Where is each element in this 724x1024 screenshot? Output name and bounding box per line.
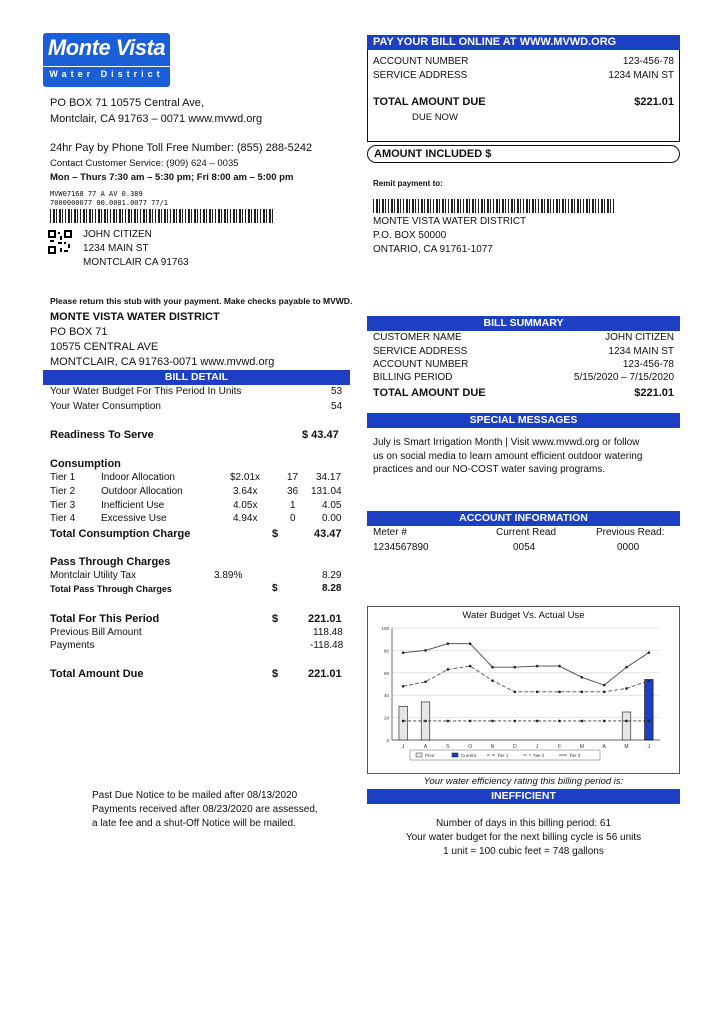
budget-label: Your Water Budget For This Period In Units: [50, 386, 242, 397]
point-tier-1: [424, 720, 427, 723]
tad-label: Total Amount Due: [50, 668, 144, 680]
consumption-label: Your Water Consumption: [50, 401, 161, 412]
pay-online-header: PAY YOUR BILL ONLINE AT WWW.MVWD.ORG: [367, 35, 680, 50]
x-tick-label: J: [401, 744, 405, 750]
value: 123-456-78: [622, 56, 674, 67]
point-tier-2: [447, 668, 450, 671]
stub-note: Please return this stub with your payment. Make checks payable to MVWD.: [50, 296, 353, 306]
remit-city: ONTARIO, CA 91761-1077: [373, 244, 493, 255]
point-tier-1: [603, 720, 606, 723]
district-logo: [43, 33, 170, 87]
past-due-2: Payments received after 08/23/2020 are assessed,: [92, 804, 318, 815]
mail-code-2: 7000000077 00.0001.0077 77/1: [50, 199, 169, 207]
district-city: MONTCLAIR, CA 91763-0071 www.mvwd.org: [50, 356, 275, 368]
tier-id: Tier 2: [50, 486, 76, 497]
tier-name: Outdoor Allocation: [101, 486, 183, 497]
tcc-value: 43.47: [314, 528, 342, 540]
value: $221.01: [634, 387, 674, 399]
point-tier-3: [469, 642, 472, 645]
messages-text: July is Smart Irrigation Month | Visit www.mvwd.org or follow us on social media to learn amount efficient outdoor watering practices and our NO-COST water saving programs.: [373, 437, 643, 475]
value: JOHN CITIZEN: [605, 332, 674, 343]
remit-label: Remit payment to:: [373, 179, 443, 188]
recipient-street: 1234 MAIN ST: [83, 243, 149, 254]
legend-swatch: [452, 753, 458, 757]
point-tier-3: [402, 651, 405, 654]
point-tier-1: [648, 720, 651, 723]
tad-value: 221.01: [308, 668, 342, 680]
point-tier-1: [536, 720, 539, 723]
bar-prior: [622, 712, 630, 740]
label: ACCOUNT NUMBER: [373, 359, 469, 370]
y-tick-label: 100: [381, 626, 389, 631]
budget-value: 53: [331, 386, 343, 397]
logo-subtitle: Water District: [43, 66, 170, 79]
x-tick-label: J: [535, 744, 539, 750]
recipient-city: MONTCLAIR CA 91763: [83, 257, 189, 268]
district-street: 10575 CENTRAL AVE: [50, 341, 159, 353]
point-tier-2: [648, 679, 651, 682]
point-tier-1: [447, 720, 450, 723]
tier-units: 0: [290, 513, 296, 524]
past-due-3: a late fee and a shut-Off Notice will be mailed.: [92, 818, 296, 829]
pay-total-row: [373, 96, 674, 108]
tax-value: 8.29: [322, 570, 342, 581]
point-tier-3: [558, 665, 561, 668]
y-tick-label: 60: [383, 670, 389, 676]
point-tier-2: [625, 687, 628, 690]
district-name: MONTE VISTA WATER DISTRICT: [50, 311, 220, 323]
pay-service-row: [373, 70, 674, 81]
legend-label: Tier 3: [569, 753, 581, 758]
customer-service: Contact Customer Service: (909) 624 – 0035: [50, 158, 239, 169]
tpc-value: 8.28: [322, 583, 342, 594]
point-tier-2: [536, 691, 539, 694]
x-tick-label: N: [490, 744, 495, 750]
meter-label: Meter #: [373, 527, 407, 538]
mail-code-1: MVW07168 77 A AV 0.389: [50, 190, 143, 198]
office-hours: Mon – Thurs 7:30 am – 5:30 pm; Fri 8:00 am – 5:00 pm: [50, 172, 294, 183]
x-tick-label: J: [647, 744, 651, 750]
payments-label: Payments: [50, 640, 95, 651]
legend-label: Tier 1: [497, 753, 509, 758]
point-tier-3: [581, 676, 584, 679]
point-tier-3: [514, 666, 517, 669]
point-tier-1: [514, 720, 517, 723]
x-tick-label: A: [423, 744, 428, 750]
x-tick-label: M: [624, 744, 629, 750]
point-tier-2: [603, 691, 606, 694]
remit-name: MONTE VISTA WATER DISTRICT: [373, 216, 527, 227]
point-tier-3: [603, 684, 606, 687]
label: TOTAL AMOUNT DUE: [373, 96, 486, 108]
legend-label: Current: [461, 753, 477, 758]
tfp-sign: $: [272, 613, 279, 625]
qr-code: [48, 230, 72, 254]
value: 5/15/2020 – 7/15/2020: [573, 372, 674, 383]
x-tick-label: A: [602, 744, 606, 750]
current-read-label: Current Read: [496, 527, 557, 538]
rts-value: $ 43.47: [302, 429, 339, 441]
summary-row: [373, 346, 674, 357]
value: 1234 MAIN ST: [608, 70, 674, 81]
bar-prior: [399, 706, 407, 740]
postal-barcode: [50, 209, 273, 223]
y-tick-label: 40: [383, 693, 389, 699]
tier-rate: 4.05x: [233, 500, 258, 511]
rating-badge: INEFFICIENT: [367, 789, 680, 804]
logo-title: Monte Vista: [47, 35, 166, 60]
tier-id: Tier 1: [50, 472, 76, 483]
label: ACCOUNT NUMBER: [373, 56, 469, 67]
summary-row: [373, 332, 674, 343]
point-tier-1: [581, 720, 584, 723]
point-tier-2: [581, 691, 584, 694]
summary-row: [373, 359, 674, 370]
tier-rate: 3.64x: [233, 486, 258, 497]
x-tick-label: O: [468, 744, 473, 750]
value: 1234 MAIN ST: [608, 346, 674, 357]
legend-swatch: [416, 753, 422, 757]
tcc-label: Total Consumption Charge: [50, 528, 191, 540]
summary-row: [373, 372, 674, 383]
point-tier-2: [469, 665, 472, 668]
meter-number: 1234567890: [373, 542, 429, 553]
tier-id: Tier 4: [50, 513, 76, 524]
recipient-name: JOHN CITIZEN: [83, 229, 152, 240]
y-tick-label: 0: [386, 738, 389, 743]
tier-name: Excessive Use: [101, 513, 167, 524]
point-tier-2: [402, 685, 405, 688]
next-budget: Your water budget for the next billing cycle is 56 units: [405, 832, 642, 843]
point-tier-1: [625, 720, 628, 723]
consumption-value: 54: [331, 401, 343, 412]
tier-rate: $2.01x: [230, 472, 261, 483]
y-tick-label: 80: [383, 648, 389, 654]
tier-name: Indoor Allocation: [101, 472, 175, 483]
tax-rate: 3.89%: [214, 570, 243, 581]
chart-title: Water Budget Vs. Actual Use: [462, 610, 585, 621]
consumption-title: Consumption: [50, 458, 121, 470]
account-info-header: ACCOUNT INFORMATION: [367, 511, 680, 526]
pass-title: Pass Through Charges: [50, 556, 171, 568]
tpc-label: Total Pass Through Charges: [50, 584, 172, 594]
previous-read: 0000: [617, 542, 640, 553]
due-now: DUE NOW: [412, 112, 458, 123]
pay-by-phone: 24hr Pay by Phone Toll Free Number: (855) 288-5242: [50, 142, 313, 154]
value: $221.01: [634, 96, 674, 108]
messages-header: SPECIAL MESSAGES: [367, 413, 680, 428]
point-tier-3: [625, 666, 628, 669]
point-tier-3: [491, 666, 494, 669]
point-tier-3: [536, 665, 539, 668]
label: SERVICE ADDRESS: [373, 346, 468, 357]
point-tier-3: [424, 649, 427, 652]
amount-included-field[interactable]: AMOUNT INCLUDED $: [367, 145, 680, 163]
rts-label: Readiness To Serve: [50, 429, 154, 441]
label: CUSTOMER NAME: [373, 332, 462, 343]
tier-amount: 34.17: [316, 472, 342, 483]
point-tier-2: [514, 691, 517, 694]
line-tier-3: [403, 644, 649, 685]
district-box: PO BOX 71: [50, 326, 108, 338]
summary-total-row: [373, 387, 674, 399]
value: 123-456-78: [622, 359, 674, 370]
point-tier-2: [424, 680, 427, 683]
label: TOTAL AMOUNT DUE: [373, 387, 486, 399]
tpc-sign: $: [272, 583, 278, 594]
tier-amount: 131.04: [311, 486, 342, 497]
summary-header: BILL SUMMARY: [367, 316, 680, 331]
prev-label: Previous Bill Amount: [50, 627, 142, 638]
x-tick-label: S: [446, 744, 450, 750]
point-tier-3: [447, 642, 450, 645]
y-tick-label: 20: [383, 715, 389, 721]
bar-current: [645, 680, 653, 740]
current-read: 0054: [513, 542, 536, 553]
usage-chart: [370, 622, 678, 772]
bill-detail-header: BILL DETAIL: [43, 370, 350, 385]
tax-label: Montclair Utility Tax: [50, 570, 136, 581]
tfp-value: 221.01: [308, 613, 342, 625]
days-in-period: Number of days in this billing period: 61: [435, 818, 612, 829]
tier-id: Tier 3: [50, 500, 76, 511]
x-tick-label: D: [513, 744, 517, 750]
tier-rate: 4.94x: [233, 513, 258, 524]
point-tier-3: [648, 651, 651, 654]
pay-account-row: [373, 56, 674, 67]
x-tick-label: M: [579, 744, 584, 750]
legend-label: Tier 2: [533, 753, 545, 758]
tier-units: 17: [287, 472, 299, 483]
tier-amount: 0.00: [322, 513, 342, 524]
point-tier-1: [558, 720, 561, 723]
tier-units: 1: [290, 500, 296, 511]
rating-label: Your water efficiency rating this billing period is:: [423, 776, 624, 787]
legend-label: Prior: [425, 753, 435, 758]
remit-box: P.O. BOX 50000: [373, 230, 447, 241]
past-due-1: Past Due Notice to be mailed after 08/13/2020: [92, 790, 298, 801]
point-tier-2: [491, 679, 494, 682]
tier-units: 36: [287, 486, 299, 497]
point-tier-1: [491, 720, 494, 723]
tier-name: Inefficient Use: [101, 500, 165, 511]
point-tier-1: [402, 720, 405, 723]
payments-value: -118.48: [310, 640, 344, 651]
unit-conversion: 1 unit = 100 cubic feet = 748 gallons: [443, 846, 604, 857]
point-tier-2: [558, 691, 561, 694]
tad-sign: $: [272, 668, 279, 680]
remit-barcode: [373, 199, 616, 213]
point-tier-1: [469, 720, 472, 723]
tcc-sign: $: [272, 528, 279, 540]
tfp-label: Total For This Period: [50, 613, 160, 625]
tier-amount: 4.05: [322, 500, 342, 511]
previous-read-label: Previous Read:: [596, 527, 665, 538]
sender-address-2: Montclair, CA 91763 – 0071 www.mvwd.org: [50, 113, 263, 125]
prev-value: 118.48: [313, 627, 343, 638]
sender-address-1: PO BOX 71 10575 Central Ave,: [50, 97, 204, 109]
label: BILLING PERIOD: [373, 372, 453, 383]
x-tick-label: F: [557, 744, 562, 750]
label: SERVICE ADDRESS: [373, 70, 468, 81]
